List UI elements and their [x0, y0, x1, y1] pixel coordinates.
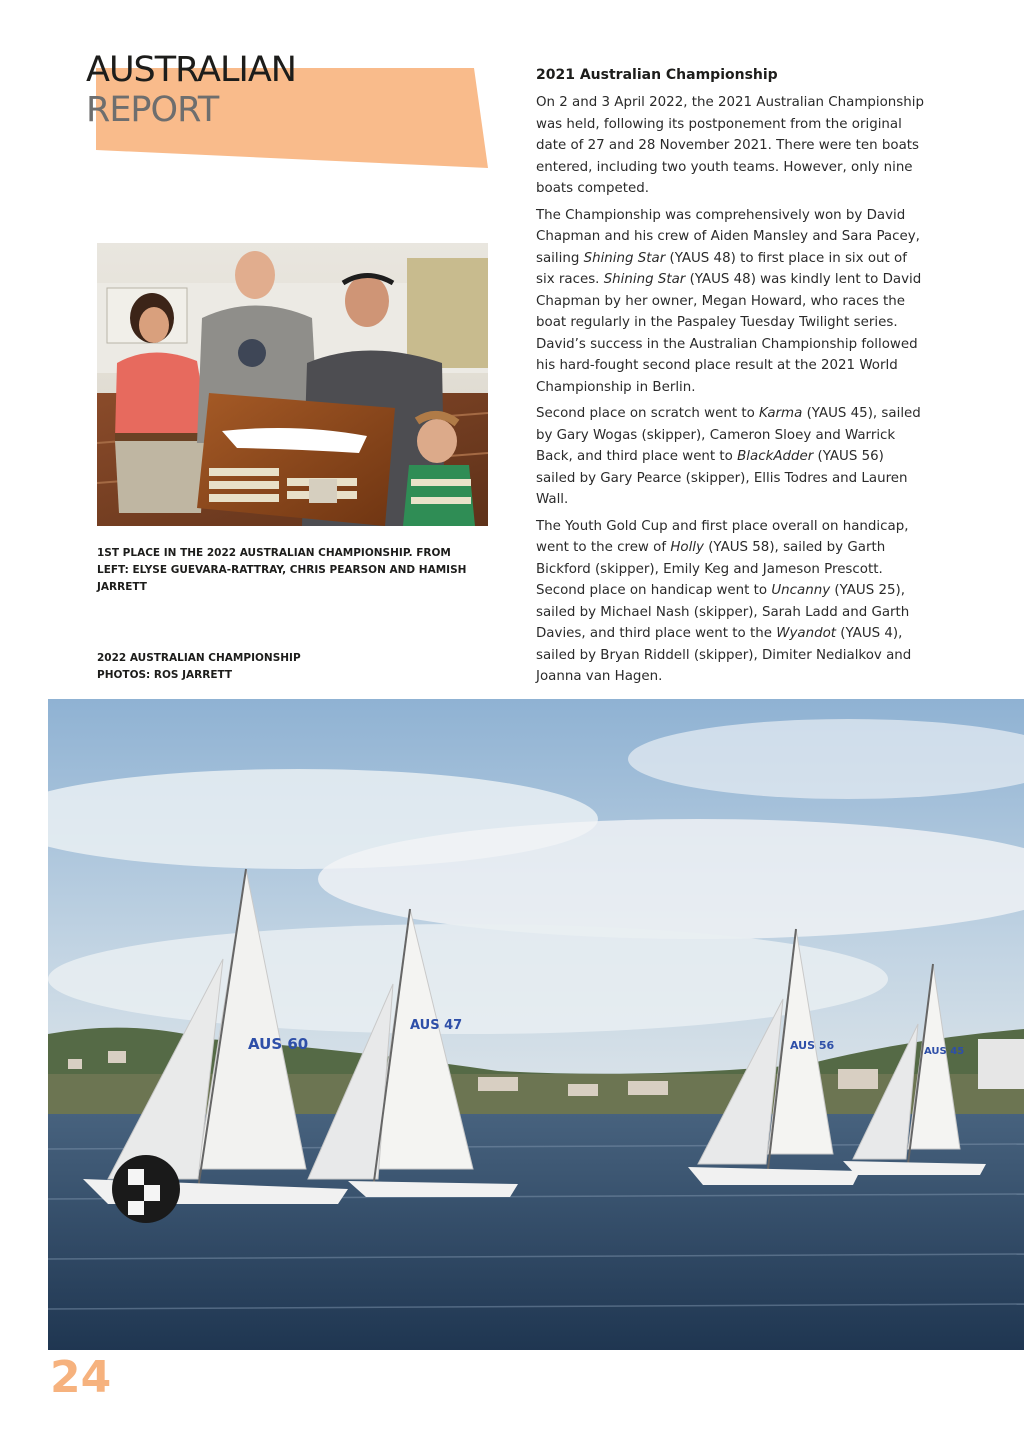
text-run: Second place on scratch went to: [536, 406, 760, 421]
article-paragraph: On 2 and 3 April 2022, the 2021 Australian Championship was held, following its postponement from the original date of 27 and 28 November 2021. There were ten boats entered, including two youth teams. However, only nine boats competed.: [536, 95, 924, 196]
boat-name: Shining Star: [603, 272, 686, 287]
regatta-photo: [48, 699, 1024, 1350]
boat-name: BlackAdder: [737, 449, 814, 464]
caption-line: 2022 AUSTRALIAN CHAMPIONSHIP: [97, 652, 301, 664]
text-run: (YAUS 48) to first place in six out of six races.: [536, 250, 907, 287]
text-run: The Youth Gold Cup and first place overall on handicap, went to the crew of: [536, 518, 909, 555]
caption-line: JARRETT: [97, 581, 147, 593]
sail-number: AUS 45: [924, 1046, 965, 1057]
article-paragraph: [536, 403, 926, 511]
boat-name: Shining Star: [583, 250, 666, 266]
regatta-photo-caption: [97, 650, 487, 684]
article-body: [536, 64, 926, 693]
page-number: 24: [50, 1352, 112, 1403]
text-run: (YAUS 58), sailed by Garth Bickford (skipper), Emily Keg and Jameson Prescott. Second place on handicap went to: [536, 540, 886, 598]
title-line-1: AUSTRALIAN: [86, 50, 296, 90]
text-run: (YAUS 25), sailed by Michael Nash (skipper), Sarah Ladd and Garth Davies, and third place went to the: [536, 583, 910, 641]
sail-number: AUS 56: [790, 1039, 835, 1052]
article-paragraph: [536, 516, 926, 688]
boat-name: Karma: [759, 406, 803, 421]
title-line-2: REPORT: [86, 90, 219, 130]
winners-photo-caption: [97, 545, 487, 596]
caption-line: 1ST PLACE IN THE 2022 AUSTRALIAN CHAMPIONSHIP. FROM: [97, 547, 451, 559]
sail-number: AUS 60: [248, 1035, 309, 1053]
article-paragraph: [536, 205, 926, 399]
text-run: (YAUS 48) was kindly lent to David Chapman by her owner, Megan Howard, who races the boat regularly in the Paspaley Tuesday Twilight series. David’s success in the Australian Championship followed his hard-fought second place result at the 2021 World Championship in Berlin.: [536, 272, 922, 395]
boat-name: Holly: [670, 540, 704, 555]
boat-name: Uncanny: [771, 583, 831, 598]
text-run: (YAUS 45), sailed by Gary Wogas (skipper), Cameron Sloey and Warrick Back, and third place went to: [536, 406, 921, 464]
article-heading: 2021 Australian Championship: [536, 67, 778, 83]
text-run: (YAUS 56) sailed by Gary Pearce (skipper), Ellis Todres and Lauren Wall.: [536, 449, 908, 507]
sail-number: AUS 47: [410, 1018, 463, 1033]
winners-photo: [97, 243, 488, 526]
caption-line: LEFT: ELYSE GUEVARA-RATTRAY, CHRIS PEARSON AND HAMISH: [97, 564, 467, 576]
page-title: [86, 50, 296, 130]
text-run: The Championship was comprehensively won by David Chapman and his crew of Aiden Mansley and Sara Pacey, sailing: [536, 207, 920, 266]
text-run: (YAUS 4), sailed by Bryan Riddell (skipper), Dimiter Nedialkov and Joanna van Hagen.: [536, 626, 912, 684]
boat-name: Wyandot: [776, 626, 837, 641]
caption-line: PHOTOS: ROS JARRETT: [97, 669, 233, 681]
